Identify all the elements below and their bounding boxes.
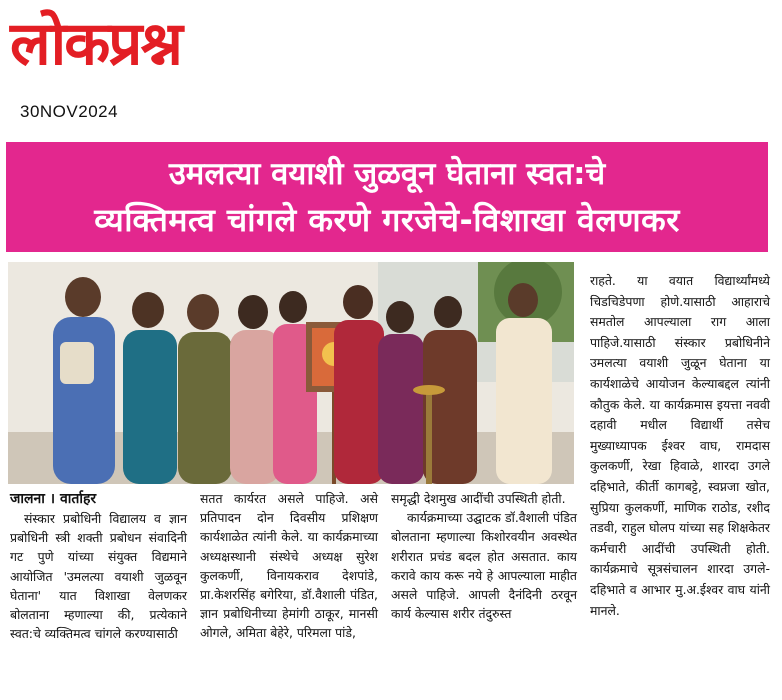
column-3-text-a: समृद्धी देशमुख आदींची उपस्थिती होती. bbox=[391, 491, 566, 506]
byline: जालना । वार्ताहर bbox=[10, 491, 97, 507]
group-photo-illustration bbox=[8, 262, 574, 484]
article-column-3 bbox=[391, 489, 577, 623]
newspaper-name: लोकप्रश्न bbox=[10, 9, 181, 79]
article-column-2 bbox=[200, 489, 378, 643]
headline-line-2: व्यक्तिमत्व चांगले करणे गरजेचे-विशाखा वेलणकर bbox=[94, 201, 680, 239]
headline-banner bbox=[6, 142, 768, 252]
article-column-4 bbox=[590, 271, 770, 621]
publication-date: 30NOV2024 bbox=[20, 102, 119, 121]
newspaper-logo bbox=[8, 4, 288, 94]
column-4-text: राहते. या वयात विद्यार्थ्यांमध्ये चिडचिडेपणा होणे.यासाठी आहाराचे समतोल आपल्याला राग आला पाहिजे.यासाठी संस्कार प्रबोधिनीने उमलत्या वयाशी जुळून घेताना या कार्यशाळेचे आयोजन केल्याबद्दल त्यांनी कौतुक केले. या कार्यक्रमास इयत्ता नववी दहावी मधील विद्यार्थी तसेच मुख्याध्यापक ईश्वर वाघ, रामदास कुलकर्णी, रेखा हिवाळे, शारदा उगले दहिभाते, कीर्ती कागबट्टे, स्वप्नजा खोत, सुप्रिया कुलकर्णी, माणिक राठोड, रशीद तडवी, राहुल घोलप यांच्या सह शिक्षकेतर कर्मचारी आदींची उपस्थिती होती. कार्यक्रमाचे सूत्रसंचालन शारदा उगले- दहिभाते व आभार मु.अ.ईश्वर वाघ यांनी मानले. bbox=[590, 273, 770, 618]
column-3-text-b: कार्यक्रमाच्या उद्घाटक डॉ.वैशाली पंडित बोलताना म्हणाल्या किशोरवयीन अवस्थेत शरीरात प्रचंड बदल होत असतात. काय करावे काय करू नये हे आपल्याला माहीत असले पाहिजे. आपली दैनंदिनी ठरवून कार्य केल्यास शरीर तंदुरुस्त bbox=[391, 510, 577, 622]
article-column-1 bbox=[10, 509, 187, 643]
event-group-photo bbox=[8, 262, 574, 484]
column-1-text: संस्कार प्रबोधिनी विद्यालय व ज्ञान प्रबोधिनी स्त्री शक्ती प्रबोधन संवादिनी गट पुणे यांच्या संयुक्त विद्यमाने आयोजित 'उमलत्या वयाशी जुळवून घेताना' यात विशाखा वेलणकर बोलताना म्हणाल्या की, प्रत्येकाने स्वत:चे व्यक्तिमत्व चांगले करण्यासाठी bbox=[10, 511, 187, 642]
headline-line-1: उमलत्या वयाशी जुळवून घेताना स्वत:चे bbox=[168, 156, 606, 192]
column-2-text: सतत कार्यरत असले पाहिजे. असे प्रतिपादन दोन दिवसीय प्रशिक्षण कार्यशाळेत त्यांनी केले. या कार्यक्रमाच्या अध्यक्षस्थानी संस्थेचे अध्यक्ष सुरेश कुलकर्णी, विनायकराव देशपांडे, प्रा.केशरसिंह बगेरिया, डॉ.वैशाली पंडित, ज्ञान प्रबोधिनीच्या हेमांगी ठाकूर, मानसी ओगले, अमिता बेहेरे, परिमला पांडे, bbox=[200, 491, 378, 641]
